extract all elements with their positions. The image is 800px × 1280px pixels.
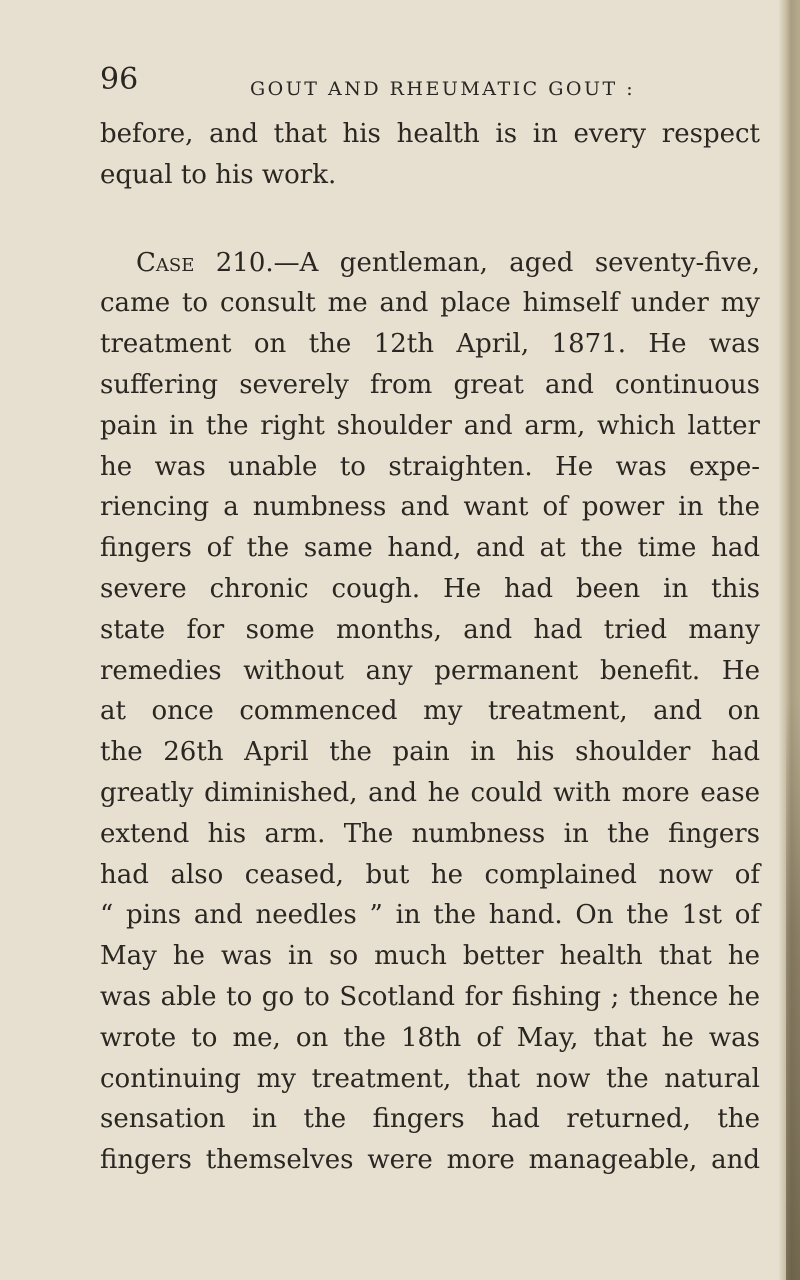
text-line: was able to go to Scotland for fishing ; thence he [100,981,760,1012]
case-heading-line [100,243,760,284]
text-line: fingers of the same hand, and at the time had [100,533,760,564]
text-line: remedies without any permanent benefit. He [100,655,760,686]
text-line: extend his arm. The numbness in the fingers [100,818,760,849]
text-line: state for some months, and had tried many [100,614,760,645]
text-line: equal to his work. [100,159,337,190]
text-line: the 26th April the pain in his shoulder had [100,737,760,768]
case-label: Case 210. [136,247,274,278]
text-line: pain in the right shoulder and arm, which latter [100,410,760,441]
text-line: before, and that his health is in every respect [100,119,760,149]
text-line: greatly diminished, and he could with more ease [100,777,760,808]
text-line: had also ceased, but he complained now of [100,859,760,890]
text-line: “ pins and needles ” in the hand. On the 1st of [100,900,760,931]
body-text [100,114,760,1181]
text-line: treatment on the 12th April, 1871. He was [100,329,760,360]
text-line: at once commenced my treatment, and on [100,696,760,727]
text-line: May he was in so much better health that he [100,941,760,972]
text-line: suffering severely from great and continuous [100,369,760,400]
text-line: came to consult me and place himself under my [100,288,760,319]
text-line: wrote to me, on the 18th of May, that he was [100,1022,760,1053]
text-line: fingers themselves were more manageable, and [100,1145,760,1176]
text-line: he was unable to straighten. He was expe- [100,451,760,482]
text-line: riencing a numbness and want of power in the [100,492,760,523]
case-intro-text: —A gentleman, aged seventy-five, [273,247,760,278]
running-head [100,64,760,108]
text-line: continuing my treatment, that now the natural [100,1063,760,1094]
page-edge-shadow [786,700,800,1280]
paragraph-gap [100,196,760,243]
text-line: sensation in the fingers had returned, the [100,1104,760,1135]
text-line: severe chronic cough. He had been in this [100,573,760,604]
page-number: 96 [100,62,139,97]
running-title: GOUT AND RHEUMATIC GOUT : [250,78,636,100]
